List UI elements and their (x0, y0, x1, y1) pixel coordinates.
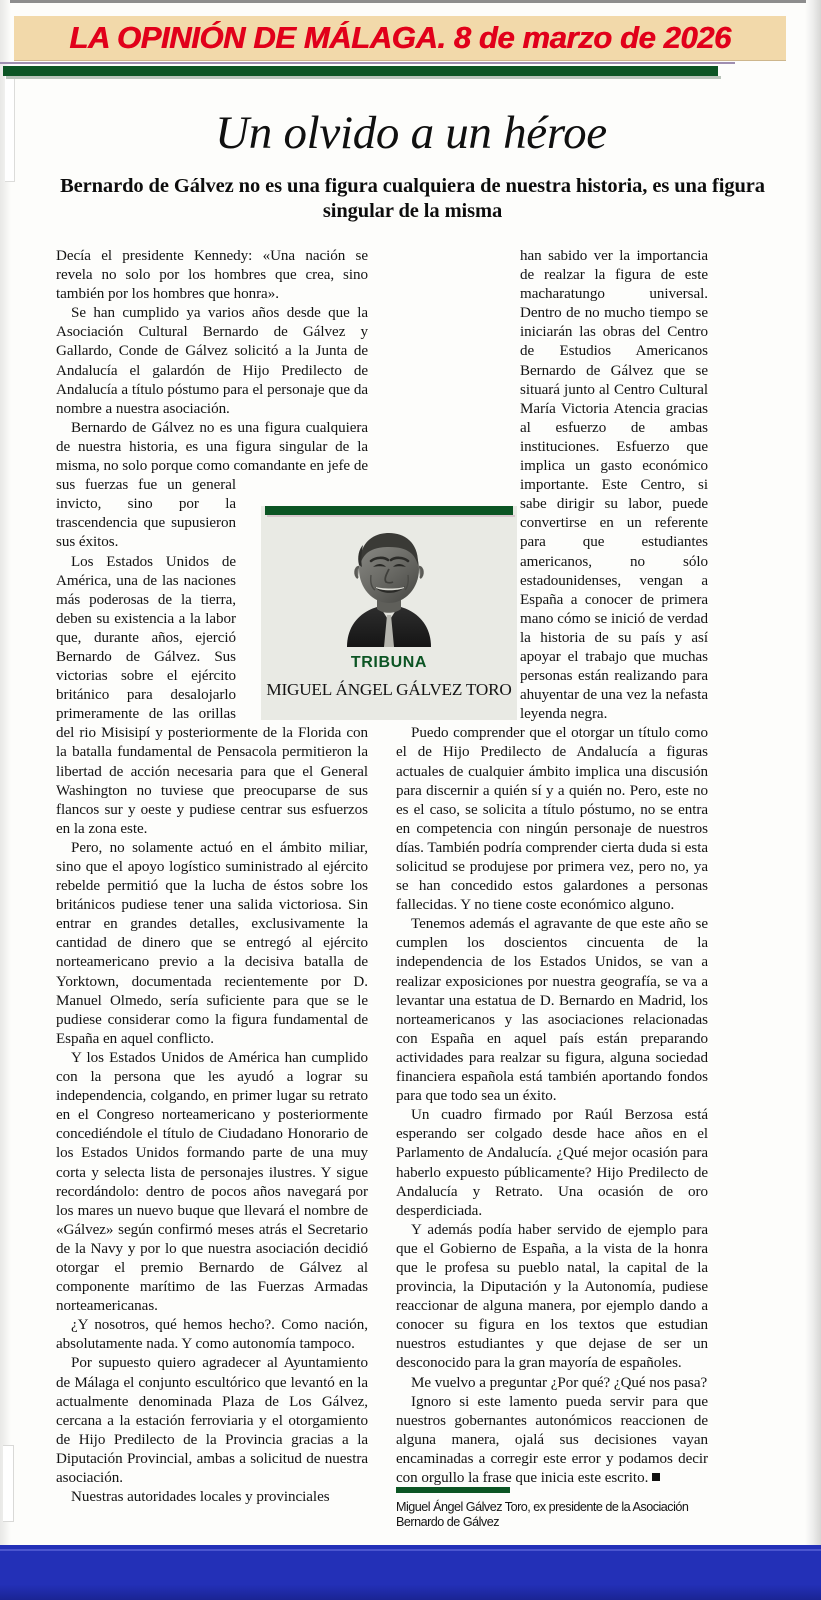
paragraph: Y además podía haber servido de ejemplo para que el Gobierno de España, a la vista de la honra que le profesa su pueblo natal, la capital de la provincia, la Diputación y la Autonomía, pudiese reaccionar de alguna manera, por ejemplo dando a conocer su figura en los textos que estudian nuestros estudiantes y que dejase de ser un desconocido para la gran mayoría de españoles. (396, 1221, 708, 1372)
paragraph-text: Ignoro si este lamento pueda servir para que nuestros gobernantes autonómicos reaccionen de alguna manera, ojalá sus decisiones vayan encaminadas a corregir este error y podamos decir con orgullo la frase que inicia este escrito. (396, 1393, 708, 1486)
paragraph: Nuestras autoridades locales y provinciales (71, 1489, 330, 1506)
bottom-blue-band-highlight (0, 1549, 821, 1551)
paragraph: Se han cumplido ya varios años desde que la Asociación Cultural Bernardo de Gálvez y Gallardo, Conde de Gálvez solicitó a la Junta de Andalucía el galardón de Hijo Predilecto de Andalucía a título póstumo para el personaje que da nombre a nuestra asociación. (56, 305, 368, 417)
paragraph: Me vuelvo a preguntar ¿Por qué? ¿Qué nos pasa? (411, 1374, 708, 1391)
bottom-blue-band (0, 1545, 821, 1600)
article-byline: Miguel Ángel Gálvez Toro, ex presidente de la Asociación Bernardo de Gálvez (396, 1500, 689, 1529)
tribuna-label: TRIBUNA (350, 654, 428, 671)
paragraph: han sabido ver la importancia de realzar la figura de este macharatungo universal. Dentro de no mucho tiempo se iniciarán las obras del Centro de Estudios Americanos Bernardo de Gálvez que se situará junto al Centro Cultural María Victoria Atencia gracias al esfuerzo de ambas instituciones. Esfuerzo que implica un gasto económico importante. Este Centro, si sabe dirigir su labor, puede convertirse en un referente para que estudiantes americanos, no sólo estadounidenses, vengan a España a conocer de primera mano cómo se inició de verdad la historia de su país y así apoyar el trabajo que muchas personas están realizando para ahuyentar de una vez la nefasta leyenda negra. (520, 248, 708, 723)
scan-left-notch-lower (3, 1445, 14, 1522)
author-photo-box (261, 506, 517, 720)
photo-box-green-bar-shadow (267, 515, 515, 517)
author-portrait-image (323, 525, 455, 647)
paragraph: Un cuadro firmado por Raúl Berzosa está esperando ser colgado desde hace años en el Parlamento de Andalucía. ¿Qué mejor ocasión para haberlo expuesto públicamente? Hijo Predilecto de Andalucía y Retrato. Una ocasión de oro desperdiciada. (396, 1107, 708, 1219)
author-name: MIGUEL ÁNGEL GÁLVEZ TORO (266, 680, 512, 699)
scan-left-edge (0, 0, 11, 1545)
paragraph: Puedo comprender que el otorgar un título como el de Hijo Predilecto de Andalucía a figuras actuales de cualquier ámbito implica una discusión para discernir a quién sí y a quién no. Pero, este no es el caso, se solicita a título póstumo, no se entra en competencia con ningún personaje de nuestros días. También podría comprender cierta duda si esta solicitud se produjese por primera vez, pero no, ya se han concedido estos galardones a personas fallecidas. Y no tiene coste económico alguno. (396, 725, 708, 914)
paragraph: ¿Y nosotros, qué hemos hecho?. Como nación, absolutamente nada. Y como autonomía tampoco. (56, 1317, 368, 1353)
paragraph: Bernardo de Gálvez no es una figura cualquiera de nuestra historia, es una figura singular de la misma, no solo porque como comandante en jefe de sus fuerzas fue un general invicto, sino por la trascendencia que supusieron sus éxitos. (56, 419, 368, 551)
paragraph: Decía el presidente Kennedy: «Una nación se revela no solo por los hombres que crea, sino también por los hombres que honra». (56, 248, 368, 303)
article-subhead: Bernardo de Gálvez no es una figura cualquiera de nuestra historia, es una figura singular de la misma (60, 175, 765, 222)
byline-rule (396, 1487, 510, 1493)
article-column-right (396, 247, 708, 1488)
paragraph: Tenemos además el agravante de que este año se cumplen los doscientos cincuenta de la independencia de los Estados Unidos, se van a realizar exposiciones por nuestra geografía, se va a levantar una estatua de D. Bernardo en Madrid, los norteamericanos y las asociaciones relacionadas con España en aquel país están preparando actividades para realzar su figura, alguna sociedad financiera española está también aportando fondos para que todo sea un éxito. (396, 916, 708, 1105)
paragraph: Por supuesto quiero agradecer al Ayuntamiento de Málaga el conjunto escultórico que levantó en la actualmente denominada Plaza de Los Gálvez, cercana a la estación ferroviaria y el otorgamiento de Hijo Predilecto de la Provincia gracias a la Diputación Provincial, ambas a solicitud de nuestra asociación. (56, 1355, 368, 1486)
paragraph (396, 1393, 708, 1488)
paragraph: Y los Estados Unidos de América han cumplido con la persona que les ayudó a lograr su independencia, colgando, en primer lugar su retrato en el Congreso norteamericano y posteriormente concediéndole el título de Ciudadano Honorario de los Estados Unidos formando parte de una muy corta y selecta lista de personajes ilustres. Y sigue recordándolo: dentro de pocos años navegará por los mares un nuevo buque que llevará el nombre de «Gálvez» según confirmó meses atrás el Secretario de la Navy y por lo que nuestra asociación decidió otorgar el premio Bernardo de Gálvez al componente marítimo de las Fuerzas Armadas norteamericanas. (56, 1049, 368, 1315)
masthead-green-rule-shadow (6, 76, 721, 79)
masthead-title: LA OPINIÓN DE MÁLAGA. 8 de marzo de 2026 (69, 20, 731, 55)
article-column-left (56, 247, 368, 1507)
scan-left-notch (5, 70, 15, 182)
masthead-green-rule (3, 66, 718, 76)
end-mark-icon (652, 1473, 660, 1481)
article-headline: Un olvido a un héroe (215, 107, 607, 159)
masthead-top-rule (10, 0, 806, 3)
photo-box-green-bar (265, 506, 513, 515)
masthead-underline (0, 62, 735, 64)
paragraph: Pero, no solamente actuó en el ámbito miliar, sino que el apoyo logístico suministrado al ejército rebelde permitió que la lucha de éstos sobre los británicos pudiese tener una salida victoriosa. Sin entrar en grandes detalles, exclusivamente la cantidad de dinero que se entregó al ejército norteamericano previo a la decisiva batalla de Yorktown, documentada recientemente por D. Manuel Olmedo, sería suficiente para que se le pudiese considerar como la figura fundamental de España en aquel conflicto. (56, 839, 368, 1047)
masthead-banner (14, 16, 786, 60)
paragraph: Los Estados Unidos de América, una de las naciones más poderosas de la tierra, deben su existencia a la labor que, durante años, ejerció Bernardo de Gálvez. Sus victorias sobre el ejército británico para desalojarlo primeramente de las orillas del rio Misisipí y posteriormente de la Florida con la batalla fundamental de Pensacola permitieron la libertad de acción necesaria para que el General Washington no tuviese que preocuparse de sus flancos sur y oeste y pudiese centrar sus esfuerzos en la zona este. (56, 553, 368, 837)
scan-right-edge (805, 0, 821, 1545)
